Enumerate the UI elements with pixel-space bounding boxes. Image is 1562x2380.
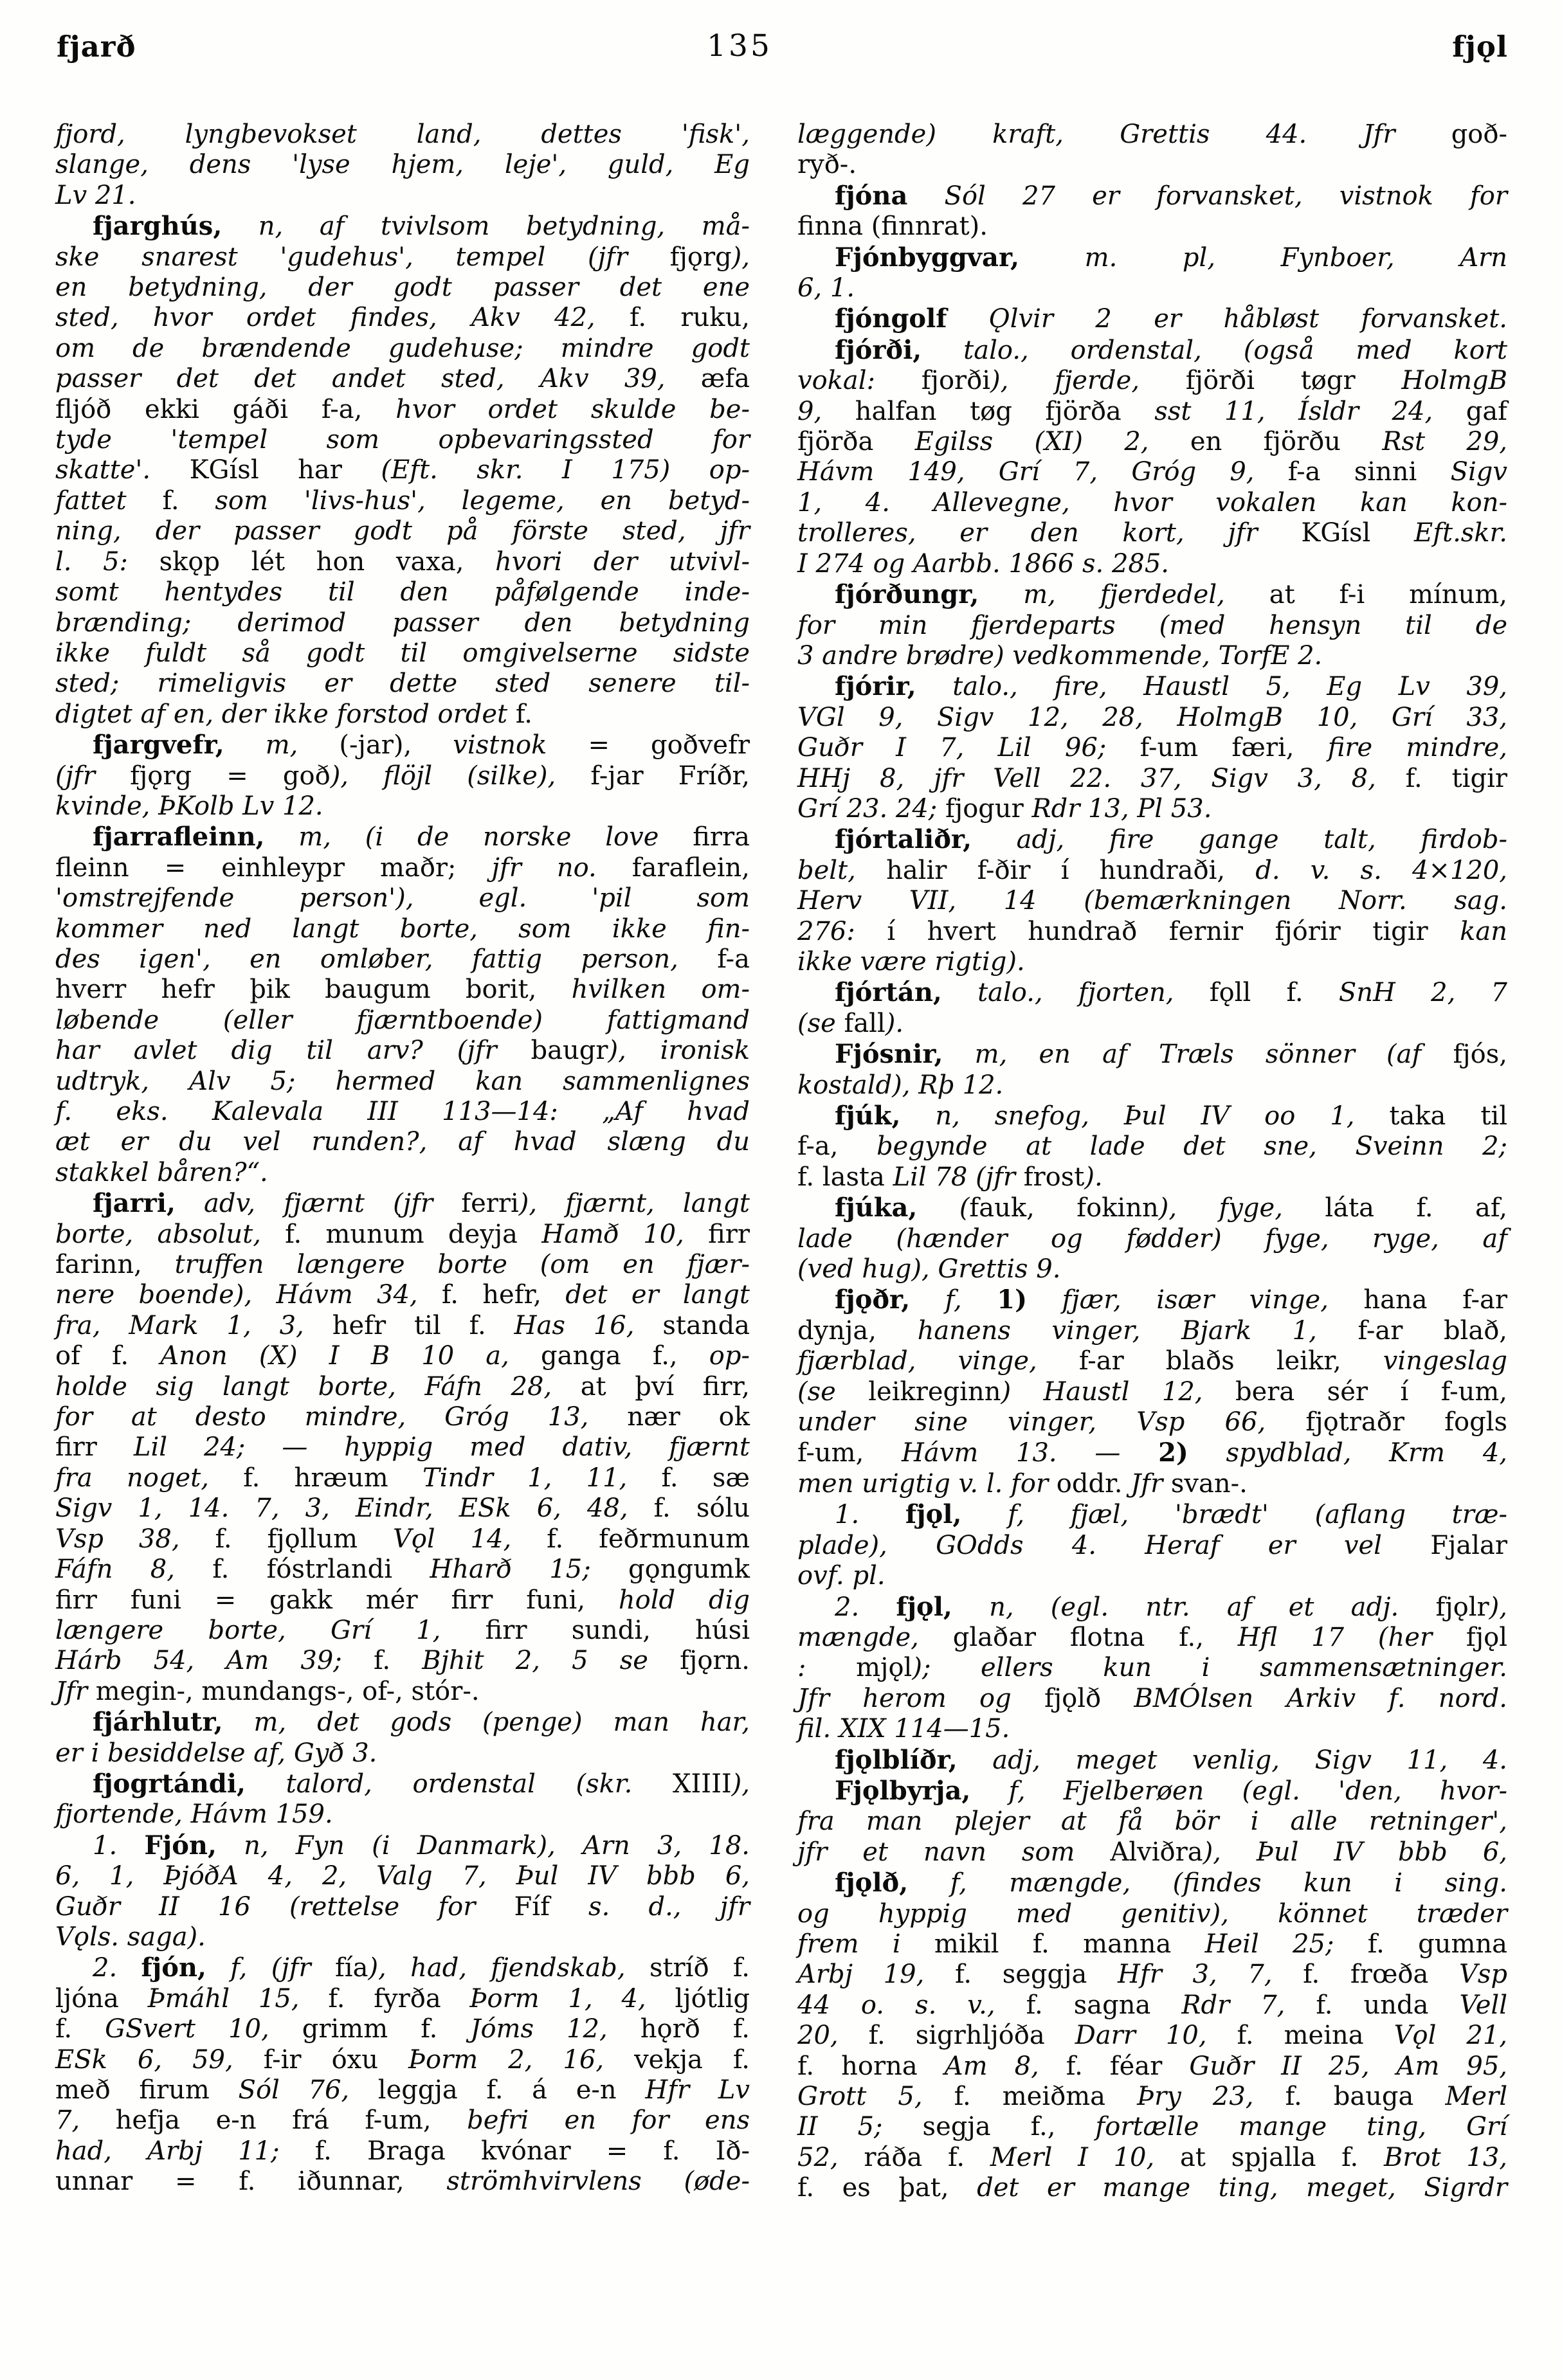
text-line: 6, 1.: [797, 273, 855, 303]
text-line: borte, absolut, f. munum deyja Hamð 10, firr: [55, 1219, 750, 1249]
text-line: vokal: fjorði), fjerde, fjörði tøgr HolmgB: [797, 366, 1508, 396]
text-line: Hávm 149, Grí 7, Gróg 9, f-a sinni Sigv: [797, 457, 1507, 487]
text-line: Vǫls. saga).: [55, 1922, 206, 1952]
text-line: sted, hvor ordet findes, Akv 42, f. ruku,: [55, 303, 750, 333]
text-line: fjórir, talo., fire, Haustl 5, Eg Lv 39,: [835, 671, 1507, 702]
text-line: tyde 'tempel som opbevaringssted for: [55, 425, 750, 455]
text-line: 44 o. s. v., f. sagna Rdr 7, f. unda Vell: [797, 1990, 1507, 2020]
text-line: slange, dens 'lyse hjem, leje', guld, Eg: [55, 150, 750, 180]
text-line: hverr hefr þik baugum borit, hvilken om-: [55, 975, 750, 1005]
text-line: fjarghús, n, af tvivlsom betydning, må-: [93, 211, 750, 242]
text-line: ovf. pl.: [797, 1561, 885, 1591]
text-line: læggende) kraft, Grettis 44. Jfr goð-: [797, 120, 1507, 149]
text-line: Hárb 54, Am 39; f. Bjhit 2, 5 se fjǫrn.: [55, 1646, 750, 1676]
text-line: kommer ned langt borte, som ikke fin-: [55, 914, 750, 944]
text-line: dynja, hanens vinger, Bjark 1, f-ar blað,: [797, 1315, 1507, 1346]
text-line: fjogrtándi, talord, ordenstal (skr. XIIII),: [93, 1768, 750, 1799]
text-line: plade), GOdds 4. Heraf er vel Fjalar: [797, 1530, 1507, 1560]
text-line: fjærblad, vinge, f-ar blaðs leikr, vingeslag: [797, 1346, 1508, 1376]
text-line: ESk 6, 59, f-ir óxu Þorm 2, 16, vekja f.: [55, 2044, 750, 2075]
text-line: 20, f. sigrhljóða Darr 10, f. meina Vǫl 21,: [797, 2021, 1508, 2051]
text-line: des igen', en omløber, fattig person, f-a: [55, 944, 750, 974]
text-line: Herv VII, 14 (bemærkningen Norr. sag.: [797, 886, 1507, 916]
text-line: fjórtán, talo., fjorten, fǫll f. SnH 2, 7: [835, 977, 1508, 1008]
text-line: og hyppig med genitiv), könnet træder: [797, 1898, 1507, 1929]
text-line: 7, hefja e-n frá f-um, befri en for ens: [55, 2105, 750, 2136]
text-line: om de brændende gudehuse; mindre godt: [55, 333, 750, 363]
text-line: 2. fjǫl, n, (egl. ntr. af et adj. fjǫlr),: [835, 1591, 1507, 1622]
text-line: had, Arbj 11; f. Braga kvónar = f. Ið-: [55, 2136, 750, 2166]
text-line: fljóð ekki gáði f-a, hvor ordet skulde be-: [55, 394, 750, 424]
text-line: 1. Fjón, n, Fyn (i Danmark), Arn 3, 18.: [93, 1830, 750, 1861]
text-line: 2. fjón, f, (jfr fía), had, fjendskab, stríð f.: [93, 1952, 750, 1983]
text-line: 1, 4. Allevegne, hvor vokalen kan kon-: [797, 487, 1507, 518]
text-line: ikke være rigtig).: [797, 946, 1025, 977]
text-line: fra man plejer at få bör i alle retninger',: [797, 1807, 1507, 1837]
text-line: passer det det andet sted, Akv 39, æfa: [55, 364, 750, 394]
text-line: (se fall).: [797, 1008, 904, 1038]
text-line: æt er du vel runden?, af hvad slæng du: [55, 1127, 750, 1157]
text-line: fra noget, f. hræum Tindr 1, 11, f. sæ: [55, 1463, 750, 1493]
text-line: men urigtig v. l. for oddr. Jfr svan-.: [797, 1468, 1248, 1499]
text-line: firr funi = gakk mér firr funi, hold dig: [55, 1585, 750, 1615]
text-line: 9, halfan tøg fjörða sst 11, Ísldr 24, gaf: [797, 396, 1507, 426]
text-line: længere borte, Grí 1, firr sundi, húsi: [55, 1615, 750, 1645]
guide-word-right: fjǫl: [1452, 30, 1508, 64]
text-line: fjórði, talo., ordenstal, (også med kort: [835, 334, 1507, 365]
left-column: [55, 120, 750, 2197]
text-line: fjargvefr, m, (-jar), vistnok = goðvefr: [93, 730, 750, 761]
text-line: Guðr II 16 (rettelse for Fíf s. d., jfr: [55, 1891, 750, 1922]
text-line: fjǫlblíðr, adj, meget venlig, Sigv 11, 4.: [835, 1744, 1507, 1775]
text-line: fjörða Egilss (XI) 2, en fjörðu Rst 29,: [797, 427, 1508, 457]
text-line: (jfr fjǫrg = goð), flöjl (silke), f-jar Fríðr,: [55, 761, 750, 791]
text-line: ryð-.: [797, 150, 857, 180]
text-line: løbende (eller fjærntboende) fattigmand: [55, 1005, 750, 1035]
text-line: jfr et navn som Alviðra), Þul IV bbb 6,: [797, 1837, 1507, 1867]
text-line: unnar = f. iðunnar, strömhvirvlens (øde-: [55, 2167, 750, 2197]
text-line: Grott 5, f. meiðma Þry 23, f. bauga Merl: [797, 2082, 1507, 2111]
text-line: f. es þat, det er mange ting, meget, Sigrdr: [797, 2173, 1507, 2203]
text-line: : mjǫl); ellers kun i sammensætninger.: [797, 1653, 1507, 1683]
text-line: II 5; segja f., fortælle mange ting, Grí: [797, 2112, 1508, 2142]
text-line: HHj 8, jfr Vell 22. 37, Sigv 3, 8, f. tigir: [797, 763, 1507, 793]
text-line: 6, 1, ÞjóðA 4, 2, Valg 7, Þul IV bbb 6,: [55, 1861, 750, 1891]
text-line: fjórðungr, m, fjerdedel, at f-i mínum,: [835, 579, 1507, 610]
text-line: f-a, begynde at lade det sne, Sveinn 2;: [797, 1131, 1507, 1162]
text-line: stakkel båren?“.: [55, 1157, 268, 1187]
text-line: fjarrafleinn, m, (i de norske love firra: [93, 822, 750, 852]
text-line: fjord, lyngbevokset land, dettes 'fisk',: [55, 120, 750, 149]
text-line: Grí 23. 24; fjogur Rdr 13, Pl 53.: [797, 793, 1212, 824]
text-line: kostald), Rþ 12.: [797, 1070, 1004, 1100]
text-line: frem i mikil f. manna Heil 25; f. gumna: [797, 1929, 1508, 1959]
text-line: Vsp 38, f. fjǫllum Vǫl 14, f. feðrmunum: [55, 1524, 750, 1554]
text-line: f-um, Hávm 13. — 2) spydblad, Krm 4,: [797, 1438, 1507, 1468]
text-line: for min fjerdeparts (med hensyn til de: [797, 610, 1507, 640]
text-line: brænding; derimod passer den betydning: [55, 608, 750, 638]
text-line: digtet af en, der ikke forstod ordet f.: [55, 699, 532, 729]
text-line: trolleres, er den kort, jfr KGísl Eft.skr.: [797, 518, 1507, 548]
text-line: Sigv 1, 14. 7, 3, Eindr, ESk 6, 48, f. sólu: [55, 1493, 750, 1524]
text-line: lade (hænder og fødder) fyge, ryge, af: [797, 1223, 1507, 1254]
page-number: 135: [707, 28, 772, 64]
text-line: (se leikreginn) Haustl 12, bera sér í f-um,: [797, 1376, 1507, 1407]
text-line: fattet f. som 'livs-hus', legeme, en betyd-: [55, 485, 750, 516]
text-line: skatte'. KGísl har (Eft. skr. I 175) op-: [55, 455, 750, 485]
text-line: Fjónbyggvar, m. pl, Fynboer, Arn: [835, 242, 1507, 273]
text-line: 52, ráða f. Merl I 10, at spjalla f. Brot 13,: [797, 2142, 1507, 2172]
text-line: somt hentydes til den påfølgende inde-: [55, 577, 750, 608]
text-line: mængde, glaðar flotna f., Hfl 17 (her fjǫl: [797, 1622, 1508, 1652]
text-line: ske snarest 'gudehus', tempel (jfr fjǫrg),: [55, 242, 750, 272]
text-line: Fáfn 8, f. fóstrlandi Hharð 15; gǫngumk: [55, 1555, 750, 1585]
text-line: 276: í hvert hundrað fernir fjórir tigir kan: [797, 916, 1507, 946]
text-line: fjóna Sól 27 er forvansket, vistnok for: [835, 180, 1507, 211]
text-line: for at desto mindre, Gróg 13, nær ok: [55, 1402, 750, 1432]
text-line: f. horna Am 8, f. féar Guðr II 25, Am 95,: [797, 2051, 1508, 2081]
text-line: fjǫðr, f, 1) fjær, især vinge, hana f-ar: [835, 1285, 1507, 1315]
text-line: ning, der passer godt på förste sted, jfr: [55, 516, 750, 546]
text-line: f. eks. Kalevala III 113—14: „Af hvad: [55, 1097, 750, 1126]
text-line: fil. XIX 114—15.: [797, 1714, 1010, 1744]
text-line: under sine vinger, Vsp 66, fjǫtraðr fogls: [797, 1407, 1507, 1438]
text-line: belt, halir f-ðir í hundraði, d. v. s. 4×120,: [797, 855, 1508, 885]
text-line: (ved hug), Grettis 9.: [797, 1254, 1061, 1285]
text-line: nere boende), Hávm 34, f. hefr, det er langt: [55, 1280, 750, 1310]
text-line: Jfr megin-, mundangs-, of-, stór-.: [55, 1676, 480, 1706]
text-line: fjórtaliðr, adj, fire gange talt, firdob-: [835, 824, 1507, 855]
right-column: [797, 120, 1507, 2204]
text-line: Arbj 19, f. seggja Hfr 3, 7, f. frœða Vsp: [797, 1960, 1508, 1990]
text-line: Fjósnir, m, en af Træls sönner (af fjós,: [835, 1039, 1507, 1070]
text-line: sted; rimeligvis er dette sted senere til-: [55, 669, 750, 699]
text-line: f. lasta Lil 78 (jfr frost).: [797, 1162, 1103, 1192]
text-line: fjóngolf Ǫlvir 2 er håbløst forvansket.: [835, 303, 1507, 334]
text-line: finna (finnrat).: [797, 212, 988, 242]
text-line: f. GSvert 10, grimm f. Jóms 12, hǫrð f.: [55, 2014, 750, 2044]
text-line: har avlet dig til arv? (jfr baugr), ironisk: [55, 1036, 750, 1066]
text-line: en betydning, der godt passer det ene: [55, 273, 750, 303]
text-line: 3 andre brødre) vedkommende, TorfE 2.: [797, 640, 1323, 671]
text-line: of f. Anon (X) I B 10 a, ganga f., op-: [55, 1341, 750, 1371]
text-line: ikke fuldt så godt til omgivelserne sidste: [55, 638, 750, 668]
text-line: 'omstrejfende person'), egl. 'pil som: [55, 883, 750, 914]
text-line: er i besiddelse af, Gyð 3.: [55, 1738, 377, 1768]
text-line: fjǫlð, f, mængde, (findes kun i sing.: [835, 1868, 1507, 1898]
text-line: fra, Mark 1, 3, hefr til f. Has 16, standa: [55, 1310, 750, 1340]
text-line: Fjǫlbyrja, f, Fjelberøen (egl. 'den, hvor-: [835, 1775, 1507, 1806]
text-line: fjortende, Hávm 159.: [55, 1799, 333, 1830]
text-line: Guðr I 7, Lil 96; f-um færi, fire mindre,: [797, 733, 1507, 763]
text-line: l. 5: skǫp lét hon vaxa, hvori der utvivl-: [55, 546, 750, 577]
text-line: udtryk, Alv 5; hermed kan sammenlignes: [55, 1066, 750, 1096]
text-line: fleinn = einhleypr maðr; jfr no. faraflein,: [55, 852, 750, 883]
text-line: fjarri, adv, fjærnt (jfr ferri), fjærnt, langt: [93, 1188, 750, 1219]
text-line: holde sig langt borte, Fáfn 28, at því firr,: [55, 1371, 750, 1402]
text-line: Lv 21.: [55, 180, 136, 210]
text-line: fjárhlutr, m, det gods (penge) man har,: [93, 1707, 750, 1738]
text-line: fjúk, n, snefog, Þul IV oo 1, taka til: [835, 1101, 1508, 1131]
text-line: VGl 9, Sigv 12, 28, HolmgB 10, Grí 33,: [797, 702, 1507, 732]
text-line: 1. fjǫl, f, fjæl, 'brædt' (aflang træ-: [835, 1499, 1507, 1530]
text-line: farinn, truffen længere borte (om en fjær-: [55, 1250, 750, 1280]
text-line: I 274 og Aarbb. 1866 s. 285.: [797, 548, 1170, 579]
text-line: kvinde, ÞKolb Lv 12.: [55, 791, 323, 821]
guide-word-left: fjarð: [57, 30, 136, 64]
text-line: firr Lil 24; — hyppig med dativ, fjærnt: [55, 1432, 750, 1463]
text-line: með firum Sól 76, leggja f. á e-n Hfr Lv: [55, 2075, 750, 2105]
text-line: fjúka, (fauk, fokinn), fyge, láta f. af,: [835, 1193, 1507, 1223]
text-line: Jfr herom og fjǫlð BMÓlsen Arkiv f. nord.: [797, 1683, 1508, 1713]
text-line: ljóna Þmáhl 15, f. fyrða Þorm 1, 4, ljótlig: [55, 1983, 750, 2014]
